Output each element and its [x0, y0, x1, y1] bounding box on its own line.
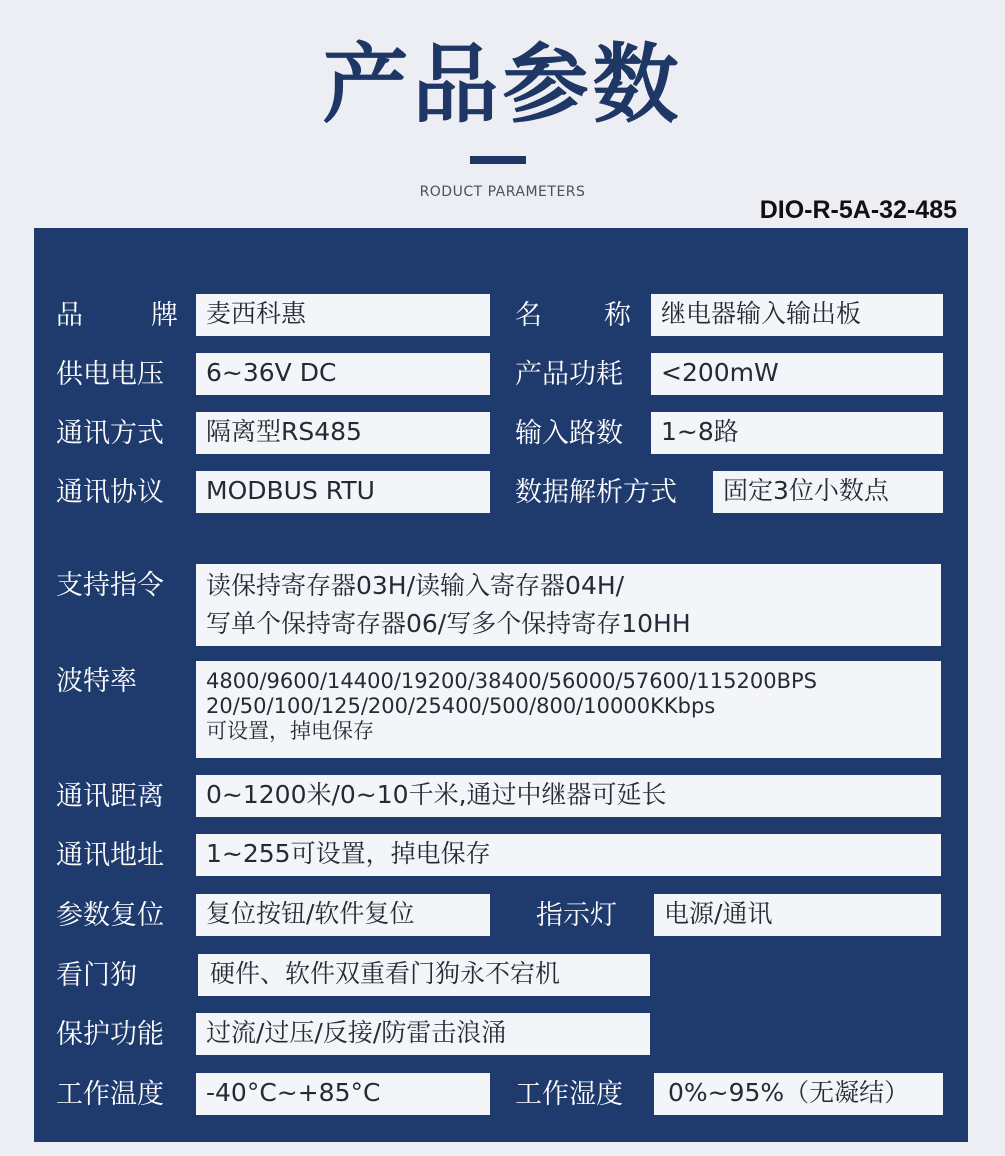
address-value: 1~255可设置，掉电保存 — [196, 834, 941, 876]
commands-line-2: 写单个保持寄存器06/写多个保持寄存10HH — [206, 609, 691, 638]
protection-value: 过流/过压/反接/防雷击浪涌 — [196, 1013, 650, 1055]
parse-value: 固定3位小数点 — [713, 471, 943, 513]
page-title: 产品参数 — [322, 35, 683, 135]
baud-line-2: 20/50/100/125/200/25400/500/800/10000KKbps — [206, 694, 716, 718]
commands-value — [196, 564, 941, 646]
baud-line-1: 4800/9600/14400/19200/38400/56000/57600/115200BPS — [206, 669, 817, 693]
watchdog-label: 看门狗 — [56, 960, 137, 991]
consumption-label: 产品功耗 — [515, 359, 623, 390]
parse-label: 数据解析方式 — [515, 477, 677, 508]
page-subtitle: RODUCT PARAMETERS — [419, 184, 586, 200]
distance-label: 通讯距离 — [56, 781, 164, 812]
brand-label: 品 牌 — [56, 300, 178, 331]
power-supply-value: 6~36V DC — [196, 353, 490, 395]
title-underline — [470, 156, 526, 164]
indicator-label: 指示灯 — [536, 900, 617, 931]
humidity-label: 工作湿度 — [515, 1079, 623, 1110]
inputs-label: 输入路数 — [515, 418, 623, 449]
temp-label: 工作温度 — [56, 1079, 164, 1110]
inputs-value: 1~8路 — [651, 412, 943, 454]
commands-line-1: 读保持寄存器03H/读输入寄存器04H/ — [206, 571, 625, 600]
baud-line-3: 可设置，掉电保存 — [206, 719, 374, 743]
comm-mode-label: 通讯方式 — [56, 418, 164, 449]
reset-label: 参数复位 — [56, 900, 164, 931]
parameters-panel — [34, 228, 968, 1142]
brand-value: 麦西科惠 — [196, 294, 490, 336]
protection-label: 保护功能 — [56, 1019, 164, 1050]
protocol-value: MODBUS RTU — [196, 471, 490, 513]
indicator-value: 电源/通讯 — [654, 894, 941, 936]
temp-value: -40°C~+85°C — [196, 1073, 490, 1115]
baud-label: 波特率 — [56, 666, 137, 697]
watchdog-value: 硬件、软件双重看门狗永不宕机 — [198, 954, 650, 996]
power-supply-label: 供电电压 — [56, 359, 164, 390]
baud-value — [196, 661, 941, 758]
commands-label: 支持指令 — [56, 570, 164, 601]
reset-value: 复位按钮/软件复位 — [196, 894, 490, 936]
humidity-value: 0%~95%（无凝结） — [654, 1073, 943, 1115]
model-number: DIO-R-5A-32-485 — [759, 196, 957, 224]
name-value: 继电器输入输出板 — [651, 294, 943, 336]
protocol-label: 通讯协议 — [56, 477, 164, 508]
consumption-value: <200mW — [651, 353, 943, 395]
distance-value: 0~1200米/0~10千米,通过中继器可延长 — [196, 775, 941, 817]
address-label: 通讯地址 — [56, 840, 164, 871]
name-label: 名 称 — [515, 300, 631, 331]
comm-mode-value: 隔离型RS485 — [196, 412, 490, 454]
